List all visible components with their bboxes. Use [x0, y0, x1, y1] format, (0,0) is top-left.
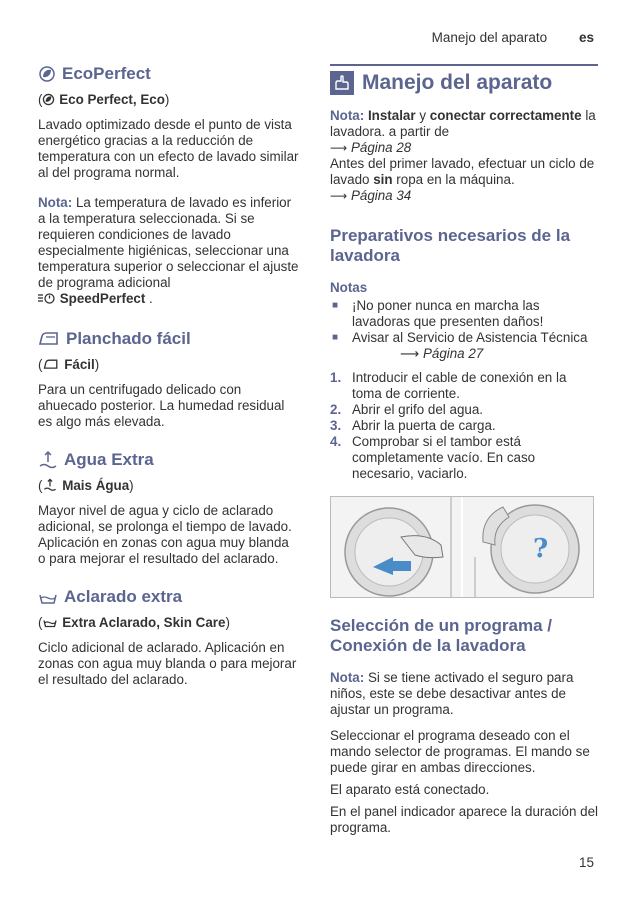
ref-page-27: Página 27 — [422, 346, 484, 361]
planchado-body: Para un centrifugado delicado con ahuecado posterior. La humedad residual es algo más elevada. — [38, 382, 285, 429]
agua-heading — [38, 450, 300, 470]
agua-body: Mayor nivel de agua y ciclo de aclarado adicional, se prolonga el tiempo de lavado. Aplicación en zonas con agua muy blanda o para mejorar el resultado del aclarado. — [38, 503, 292, 566]
agua-sublabel: ( Mais Água) — [38, 478, 134, 493]
aclarado-sublabel: ( Extra Aclarado, Skin Care) — [38, 615, 230, 630]
prep-heading: Preparativos necesarios de la lavadora — [330, 226, 571, 265]
list-item: 3. Abrir la puerta de carga. — [330, 418, 496, 433]
list-item: ■ ¡No poner nunca en marcha las lavadoras que presenten daños! — [330, 298, 598, 330]
prep-notes — [330, 298, 598, 362]
eco-small-icon — [42, 93, 55, 106]
iron-small-icon — [42, 358, 60, 371]
water-plus-small-icon — [42, 478, 58, 492]
aclarado-heading — [38, 587, 300, 607]
aclarado-body: Ciclo adicional de aclarado. Aplicación en zonas con agua muy blanda o para mejorar el resultado del aclarado. — [38, 640, 297, 687]
select-p2: El aparato está conectado. — [330, 782, 490, 797]
ecoperfect-note: Nota: La temperatura de lavado es inferior a la temperatura seleccionada. Si se requieren condiciones de lavado especialmente higiénicas, seleccionar una temperatura superior o seleccionar el ajuste de programa adicional SpeedPerfect . — [38, 195, 299, 306]
notes-label: Notas — [330, 280, 368, 295]
select-note: Nota: Si se tiene activado el seguro para niños, este se debe desactivar antes de ajustar un programa. — [330, 670, 574, 717]
left-column — [38, 64, 300, 698]
drum-check-image — [463, 497, 593, 597]
list-item: 2. Abrir el grifo del agua. — [330, 402, 484, 417]
hand-operation-icon — [330, 71, 354, 95]
ecoperfect-title: EcoPerfect — [62, 64, 151, 83]
header-lang: es — [578, 30, 594, 45]
rinse-icon — [38, 589, 58, 605]
main-title: Manejo del aparato — [362, 71, 553, 94]
aclarado-title: Aclarado extra — [64, 587, 183, 606]
ref-page-34: Página 34 — [350, 188, 412, 203]
rinse-small-icon — [42, 616, 58, 628]
iron-icon — [38, 330, 60, 348]
eco-icon — [38, 65, 56, 83]
list-item: 1. Introducir el cable de conexión en la toma de corriente. — [330, 370, 567, 401]
ecoperfect-heading — [38, 64, 300, 84]
speedperfect-icon — [38, 292, 56, 304]
planchado-sublabel: ( Fácil) — [38, 357, 100, 372]
ecoperfect-sublabel: ( Eco Perfect, Eco) — [38, 92, 170, 107]
page-number: 15 — [578, 855, 594, 870]
planchado-heading — [38, 329, 300, 349]
select-p3: En el panel indicador aparece la duración del programa. — [330, 804, 598, 835]
list-item: 4. Comprobar si el tambor está completamente vacío. En caso necesario, vaciarlo. — [330, 434, 536, 481]
speedperfect-label: SpeedPerfect — [59, 291, 146, 306]
select-p1: Seleccionar el programa deseado con el mando selector de programas. El mando se puede girar en ambas direcciones. — [330, 728, 590, 775]
agua-title: Agua Extra — [64, 450, 154, 469]
ecoperfect-body: Lavado optimizado desde el punto de vista energético gracias a la reducción de temperatura con un efecto de lavado similar al del programa normal. — [38, 117, 299, 180]
intro-note: Nota: Instalar y conectar correctamente la lavadora. a partir de ⟶ Página 28 — [330, 108, 596, 155]
main-heading — [330, 64, 598, 95]
ref-page-28: Página 28 — [350, 140, 412, 155]
water-plus-icon — [38, 450, 58, 470]
right-column — [330, 64, 598, 836]
list-item: ■ Avisar al Servicio de Asistencia Técnica ⟶ Página 27 — [330, 330, 598, 362]
drum-door-open-image — [331, 497, 461, 597]
intro-text: Antes del primer lavado, efectuar un ciclo de lavado sin ropa en la máquina. ⟶ Página 34 — [330, 156, 595, 203]
page-header — [432, 30, 594, 45]
washer-illustration — [330, 496, 594, 598]
prep-steps — [330, 370, 598, 482]
select-heading: Selección de un programa / Conexión de la lavadora — [330, 616, 553, 655]
planchado-title: Planchado fácil — [66, 329, 191, 348]
header-section: Manejo del aparato — [431, 30, 548, 45]
svg-text:?: ? — [533, 534, 549, 564]
